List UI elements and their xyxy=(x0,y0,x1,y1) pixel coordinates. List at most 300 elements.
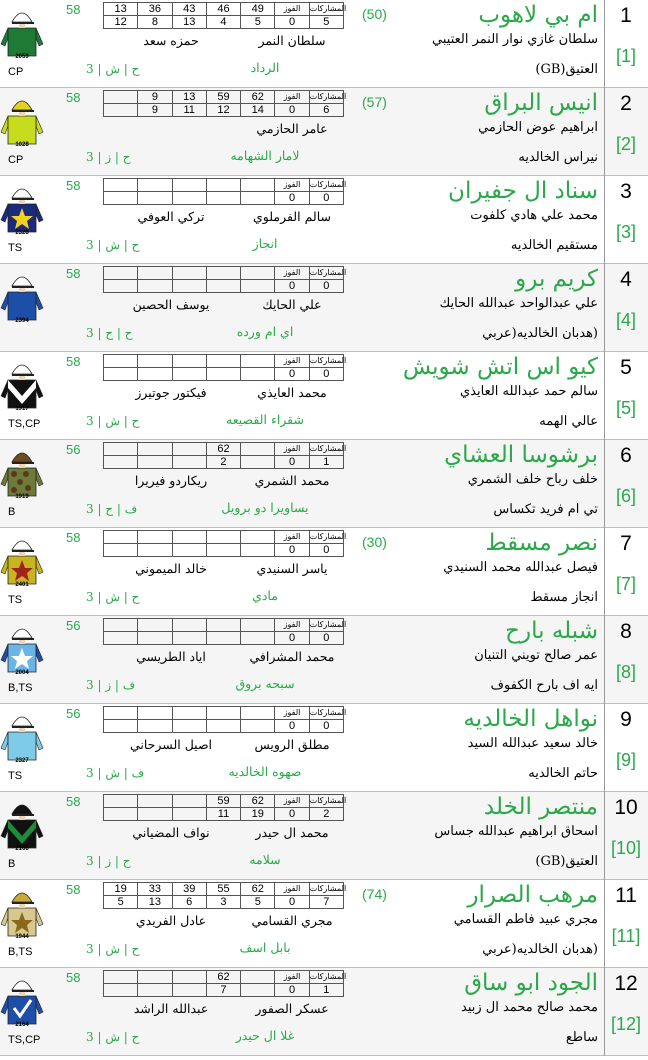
result-cell xyxy=(206,632,240,645)
sire-name: شقراء القصيعه xyxy=(226,412,304,427)
result-cell xyxy=(104,971,138,984)
result-cell xyxy=(241,456,275,469)
owner-name: عمر صالح تويني التنيان xyxy=(474,648,598,663)
form-figures: ح | ش | 3 xyxy=(86,590,140,604)
weight: 56 xyxy=(66,442,81,457)
equipment: CP xyxy=(8,66,24,78)
trainer-name: مجري القسامي xyxy=(251,913,333,928)
jockey-name: فيكتور جوتيرز xyxy=(135,385,207,400)
result-cell xyxy=(206,267,240,280)
form-table xyxy=(103,618,347,645)
form-figures: ح | ز | 3 xyxy=(86,150,131,164)
result-cell xyxy=(172,619,206,632)
wins-count: 0 xyxy=(275,368,309,381)
wins-count: 0 xyxy=(275,16,309,29)
wins-count: 0 xyxy=(275,984,309,997)
result-cell xyxy=(172,280,206,293)
wins-label: الفوز xyxy=(275,443,309,456)
result-cell xyxy=(138,720,172,733)
equipment: B,TS xyxy=(8,682,33,694)
trainer-name: سالم الفرملوي xyxy=(253,209,331,224)
origin: ساطع xyxy=(565,1030,598,1045)
runner-number: 7 xyxy=(620,532,632,555)
wins-count: 0 xyxy=(275,104,309,117)
result-cell: 11 xyxy=(206,808,240,821)
result-cell xyxy=(138,355,172,368)
owner-name: سلطان غازي نوار النمر العتيبي xyxy=(432,32,598,47)
starts-count: 7 xyxy=(309,896,343,909)
runner-number: 10 xyxy=(614,796,638,819)
result-cell: 43 xyxy=(172,3,206,16)
jockey-name: اصيل السرحاني xyxy=(129,737,213,752)
equipment: TS,CP xyxy=(8,1034,41,1046)
runner-row xyxy=(0,264,648,352)
result-cell xyxy=(104,280,138,293)
result-cell: 9 xyxy=(138,91,172,104)
draw-number: [7] xyxy=(615,574,636,594)
starts-count: 1 xyxy=(309,984,343,997)
result-cell: 49 xyxy=(241,3,275,16)
silk-number: 1919 xyxy=(15,494,29,500)
result-cell: 3 xyxy=(206,896,240,909)
result-cell xyxy=(104,91,138,104)
trainer-name: محمد ال حيدر xyxy=(255,825,329,840)
form-table xyxy=(103,354,347,381)
result-cell: 9 xyxy=(138,104,172,117)
starts-label: المشاركات xyxy=(309,707,343,720)
wins-label: الفوز xyxy=(275,531,309,544)
starts-label: المشاركات xyxy=(309,883,343,896)
result-cell xyxy=(206,280,240,293)
horse-name: سناد ال جفيران xyxy=(448,178,598,204)
result-cell xyxy=(138,280,172,293)
starts-label: المشاركات xyxy=(309,3,343,16)
result-cell xyxy=(104,368,138,381)
result-cell xyxy=(104,192,138,205)
form-figures: ف | ش | 3 xyxy=(86,766,145,780)
jockey-name: تركي العوفي xyxy=(137,209,205,224)
wins-count: 0 xyxy=(275,544,309,557)
result-cell: 5 xyxy=(104,896,138,909)
rating: (30) xyxy=(362,534,387,550)
result-cell xyxy=(172,179,206,192)
result-cell xyxy=(172,368,206,381)
runner-number: 3 xyxy=(620,180,632,203)
starts-label: المشاركات xyxy=(309,91,343,104)
weight: 58 xyxy=(66,354,81,369)
result-cell: 19 xyxy=(241,808,275,821)
form-figures: ح | ح | 3 xyxy=(86,326,133,340)
form-figures: ح | ش | 3 xyxy=(86,238,140,252)
result-cell xyxy=(138,179,172,192)
result-cell: 11 xyxy=(172,104,206,117)
draw-number: [12] xyxy=(610,1014,642,1034)
wins-count: 0 xyxy=(275,896,309,909)
result-cell xyxy=(104,707,138,720)
silk-number: 2327 xyxy=(15,758,29,764)
runner-row xyxy=(0,704,648,792)
result-cell xyxy=(241,179,275,192)
result-cell xyxy=(104,443,138,456)
draw-number: [5] xyxy=(615,398,636,418)
result-cell: 5 xyxy=(241,896,275,909)
form-table xyxy=(103,706,347,733)
form-figures: ح | ش | 3 xyxy=(86,414,140,428)
trainer-name: ياسر السنيدي xyxy=(256,561,328,576)
result-cell xyxy=(138,632,172,645)
result-cell xyxy=(241,267,275,280)
result-cell xyxy=(241,368,275,381)
result-cell: 59 xyxy=(206,91,240,104)
runner-number: 5 xyxy=(620,356,632,379)
horse-name: الجود ابو ساق xyxy=(464,970,598,996)
wins-count: 0 xyxy=(275,192,309,205)
origin: ايه اف بارح الكفوف xyxy=(490,678,598,693)
result-cell: 12 xyxy=(206,104,240,117)
weight: 58 xyxy=(66,178,81,193)
result-cell xyxy=(138,531,172,544)
result-cell xyxy=(172,720,206,733)
runner-row xyxy=(0,880,648,968)
result-cell xyxy=(104,355,138,368)
horse-name: برشوسا العشاي xyxy=(444,442,598,468)
result-cell: 46 xyxy=(206,3,240,16)
runner-number: 2 xyxy=(620,92,632,115)
result-cell xyxy=(104,267,138,280)
weight: 56 xyxy=(66,618,81,633)
owner-name: محمد علي هادي كلفوت xyxy=(470,208,598,223)
result-cell xyxy=(241,531,275,544)
jockey-name: يوسف الحصين xyxy=(132,297,210,312)
result-cell: 36 xyxy=(138,3,172,16)
wins-count: 0 xyxy=(275,632,309,645)
draw-number: [3] xyxy=(615,222,636,242)
result-cell xyxy=(241,720,275,733)
equipment: TS xyxy=(8,242,23,254)
jockey-name: نواف المضياني xyxy=(132,825,210,840)
result-cell xyxy=(172,971,206,984)
result-cell xyxy=(138,267,172,280)
result-cell xyxy=(241,619,275,632)
result-cell: 62 xyxy=(206,443,240,456)
result-cell xyxy=(206,544,240,557)
result-cell xyxy=(104,456,138,469)
starts-count: 0 xyxy=(309,280,343,293)
trainer-name: محمد المشرافي xyxy=(249,649,335,664)
result-cell: 14 xyxy=(241,104,275,117)
result-cell: 5 xyxy=(241,16,275,29)
horse-name: منتصر الخلد xyxy=(483,794,598,820)
result-cell xyxy=(138,456,172,469)
runner-row xyxy=(0,616,648,704)
draw-number: [4] xyxy=(615,310,636,330)
result-cell xyxy=(138,984,172,997)
wins-count: 0 xyxy=(275,808,309,821)
sire-name: بابل اسف xyxy=(239,940,291,955)
sire-name: الرداد xyxy=(250,60,280,75)
result-cell: 7 xyxy=(206,984,240,997)
result-cell xyxy=(138,795,172,808)
result-cell: 62 xyxy=(241,795,275,808)
jockey-name: عبدالله الراشد xyxy=(133,1001,209,1016)
form-table xyxy=(103,178,347,205)
silk-number: 1917 xyxy=(15,406,29,412)
starts-count: 0 xyxy=(309,720,343,733)
silk-number: 1944 xyxy=(15,934,29,940)
result-cell: 12 xyxy=(104,16,138,29)
trainer-name: عامر الحازمي xyxy=(256,121,328,136)
runner-row xyxy=(0,88,648,176)
runner-row xyxy=(0,352,648,440)
result-cell xyxy=(172,192,206,205)
result-cell xyxy=(172,544,206,557)
result-cell xyxy=(138,971,172,984)
weight: 58 xyxy=(66,794,81,809)
result-cell: 13 xyxy=(172,91,206,104)
origin: حاتم الخالديه xyxy=(528,766,598,781)
origin: عالي الهمه xyxy=(539,414,598,429)
owner-name: علي عبدالواحد عبدالله الحايك xyxy=(439,296,598,311)
result-cell xyxy=(138,707,172,720)
result-cell xyxy=(104,531,138,544)
result-cell xyxy=(241,707,275,720)
trainer-name: عسكر الصفور xyxy=(255,1001,329,1016)
starts-count: 0 xyxy=(309,192,343,205)
weight: 58 xyxy=(66,2,81,17)
runner-number: 8 xyxy=(620,620,632,643)
wins-label: الفوز xyxy=(275,883,309,896)
starts-label: المشاركات xyxy=(309,795,343,808)
starts-label: المشاركات xyxy=(309,619,343,632)
horse-name: نواهل الخالديه xyxy=(463,706,598,732)
result-cell xyxy=(104,179,138,192)
result-cell xyxy=(241,192,275,205)
runner-number: 11 xyxy=(615,884,637,907)
equipment: TS,CP xyxy=(8,418,41,430)
result-cell: 6 xyxy=(172,896,206,909)
form-table xyxy=(103,794,347,821)
horse-name: كريم برو xyxy=(515,266,598,292)
result-cell xyxy=(172,456,206,469)
weight: 58 xyxy=(66,970,81,985)
result-cell xyxy=(206,619,240,632)
result-cell xyxy=(172,267,206,280)
result-cell xyxy=(241,632,275,645)
wins-label: الفوز xyxy=(275,3,309,16)
result-cell: 13 xyxy=(172,16,206,29)
result-cell xyxy=(104,795,138,808)
runner-number: 6 xyxy=(620,444,632,467)
result-cell xyxy=(138,619,172,632)
form-figures: ح | ز | 3 xyxy=(86,854,131,868)
result-cell xyxy=(138,368,172,381)
draw-number: [6] xyxy=(615,486,636,506)
sire-name: اي ام ورده xyxy=(236,324,294,339)
owner-name: خلف رباح خلف الشمري xyxy=(467,472,598,487)
result-cell xyxy=(206,368,240,381)
result-cell xyxy=(172,984,206,997)
result-cell: 33 xyxy=(138,883,172,896)
form-table xyxy=(103,530,347,557)
runner-row xyxy=(0,440,648,528)
starts-label: المشاركات xyxy=(309,443,343,456)
horse-name: انيس البراق xyxy=(484,90,598,116)
form-table xyxy=(103,442,347,469)
runner-number: 4 xyxy=(620,268,632,291)
draw-number: [2] xyxy=(615,134,636,154)
result-cell xyxy=(206,707,240,720)
draw-number: [9] xyxy=(615,750,636,770)
result-cell xyxy=(104,808,138,821)
result-cell xyxy=(241,443,275,456)
sire-name: مادي xyxy=(252,588,278,603)
sire-name: انجاز xyxy=(252,236,278,251)
result-cell xyxy=(206,720,240,733)
horse-name: مرهب الصرار xyxy=(467,882,598,908)
form-table xyxy=(103,90,347,117)
starts-label: المشاركات xyxy=(309,355,343,368)
draw-number: [8] xyxy=(615,662,636,682)
result-cell: 59 xyxy=(206,795,240,808)
result-cell xyxy=(104,544,138,557)
origin: نيراس الخالديه xyxy=(518,150,598,165)
starts-label: المشاركات xyxy=(309,267,343,280)
form-figures: ف | ح | 3 xyxy=(86,502,138,516)
result-cell: 62 xyxy=(241,883,275,896)
silk-number: 2328 xyxy=(15,230,29,236)
weight: 58 xyxy=(66,90,81,105)
wins-label: الفوز xyxy=(275,971,309,984)
jockey-name: ريكاردو فيريرا xyxy=(134,473,208,488)
result-cell xyxy=(206,192,240,205)
starts-label: المشاركات xyxy=(309,971,343,984)
origin: العتيق(GB) xyxy=(535,854,598,869)
weight: 56 xyxy=(66,706,81,721)
silk-number: 2401 xyxy=(15,582,29,588)
result-cell xyxy=(172,707,206,720)
starts-count: 0 xyxy=(309,368,343,381)
runner-row xyxy=(0,528,648,616)
starts-label: المشاركات xyxy=(309,531,343,544)
starts-count: 0 xyxy=(309,632,343,645)
runner-row xyxy=(0,0,648,88)
starts-count: 1 xyxy=(309,456,343,469)
result-cell: 62 xyxy=(206,971,240,984)
weight: 58 xyxy=(66,882,81,897)
result-cell xyxy=(241,355,275,368)
runner-number: 1 xyxy=(620,4,632,27)
equipment: B xyxy=(8,506,16,518)
jockey-name: خالد الميموني xyxy=(135,561,207,576)
result-cell xyxy=(172,443,206,456)
wins-count: 0 xyxy=(275,456,309,469)
result-cell xyxy=(206,355,240,368)
weight: 58 xyxy=(66,530,81,545)
result-cell xyxy=(241,971,275,984)
result-cell: 4 xyxy=(206,16,240,29)
starts-count: 5 xyxy=(309,16,343,29)
draw-number: [10] xyxy=(610,838,642,858)
owner-name: سالم حمد عبدالله العايذي xyxy=(459,384,598,399)
draw-number: [11] xyxy=(611,926,641,946)
starts-label: المشاركات xyxy=(309,179,343,192)
equipment: TS xyxy=(8,770,23,782)
owner-name: مجري عبيد فاطم القسامي xyxy=(453,912,598,927)
form-table xyxy=(103,266,347,293)
trainer-name: سلطان النمر xyxy=(258,33,326,48)
result-cell: 2 xyxy=(206,456,240,469)
wins-count: 0 xyxy=(275,720,309,733)
owner-name: اسحاق ابراهيم عبدالله جساس xyxy=(434,824,598,839)
form-figures: ح | ش | 3 xyxy=(86,942,140,956)
result-cell: 13 xyxy=(104,3,138,16)
equipment: CP xyxy=(8,154,24,166)
owner-name: خالد سعيد عبدالله السيد xyxy=(467,736,598,751)
silk-number: 2004 xyxy=(15,670,29,676)
equipment: B,TS xyxy=(8,946,33,958)
silk-number: 1028 xyxy=(15,142,29,148)
horse-name: ام بي لاهوب xyxy=(478,2,598,28)
wins-label: الفوز xyxy=(275,91,309,104)
wins-label: الفوز xyxy=(275,619,309,632)
rating: (50) xyxy=(362,6,387,22)
sire-name: صهوه الخالديه xyxy=(228,764,302,779)
silk-number: 2059 xyxy=(15,54,29,60)
sire-name: لامار الشهامه xyxy=(230,148,300,163)
result-cell: 13 xyxy=(138,896,172,909)
origin: (هدبان الخالديه(عربي xyxy=(482,942,598,957)
equipment: B xyxy=(8,858,16,870)
wins-label: الفوز xyxy=(275,179,309,192)
result-cell xyxy=(104,720,138,733)
form-table xyxy=(103,970,347,997)
form-figures: ح | ش | 3 xyxy=(86,1030,140,1044)
sire-name: سلامه xyxy=(249,852,281,867)
wins-label: الفوز xyxy=(275,707,309,720)
trainer-name: مطلق الرويس xyxy=(254,737,330,752)
result-cell: 19 xyxy=(104,883,138,896)
result-cell: 8 xyxy=(138,16,172,29)
result-cell xyxy=(241,280,275,293)
wins-label: الفوز xyxy=(275,267,309,280)
result-cell: 62 xyxy=(241,91,275,104)
starts-count: 2 xyxy=(309,808,343,821)
wins-label: الفوز xyxy=(275,355,309,368)
origin: انجاز مسقط xyxy=(530,590,598,605)
result-cell: 55 xyxy=(206,883,240,896)
result-cell xyxy=(138,443,172,456)
owner-name: محمد صالح محمد ال زبيد xyxy=(461,1000,598,1015)
trainer-name: محمد العايذي xyxy=(257,385,327,400)
result-cell xyxy=(138,808,172,821)
runner-number: 9 xyxy=(620,708,632,731)
result-cell xyxy=(172,632,206,645)
result-cell xyxy=(104,619,138,632)
owner-name: فيصل عبدالله محمد السنيدي xyxy=(443,560,598,575)
sire-name: سبحه بروق xyxy=(235,676,295,691)
result-cell xyxy=(241,984,275,997)
horse-name: شبله بارح xyxy=(505,618,598,644)
jockey-name: عادل الفريدي xyxy=(135,913,207,928)
draw-number: [1] xyxy=(615,46,636,66)
result-cell xyxy=(241,544,275,557)
horse-name: كيو اس اتش شويش xyxy=(402,354,598,380)
sire-name: غلا ال حيدر xyxy=(235,1028,295,1043)
wins-count: 0 xyxy=(275,280,309,293)
wins-label: الفوز xyxy=(275,795,309,808)
sire-name: يساويرا دو برويل xyxy=(221,500,309,515)
silk-number: 2166 xyxy=(15,846,29,852)
